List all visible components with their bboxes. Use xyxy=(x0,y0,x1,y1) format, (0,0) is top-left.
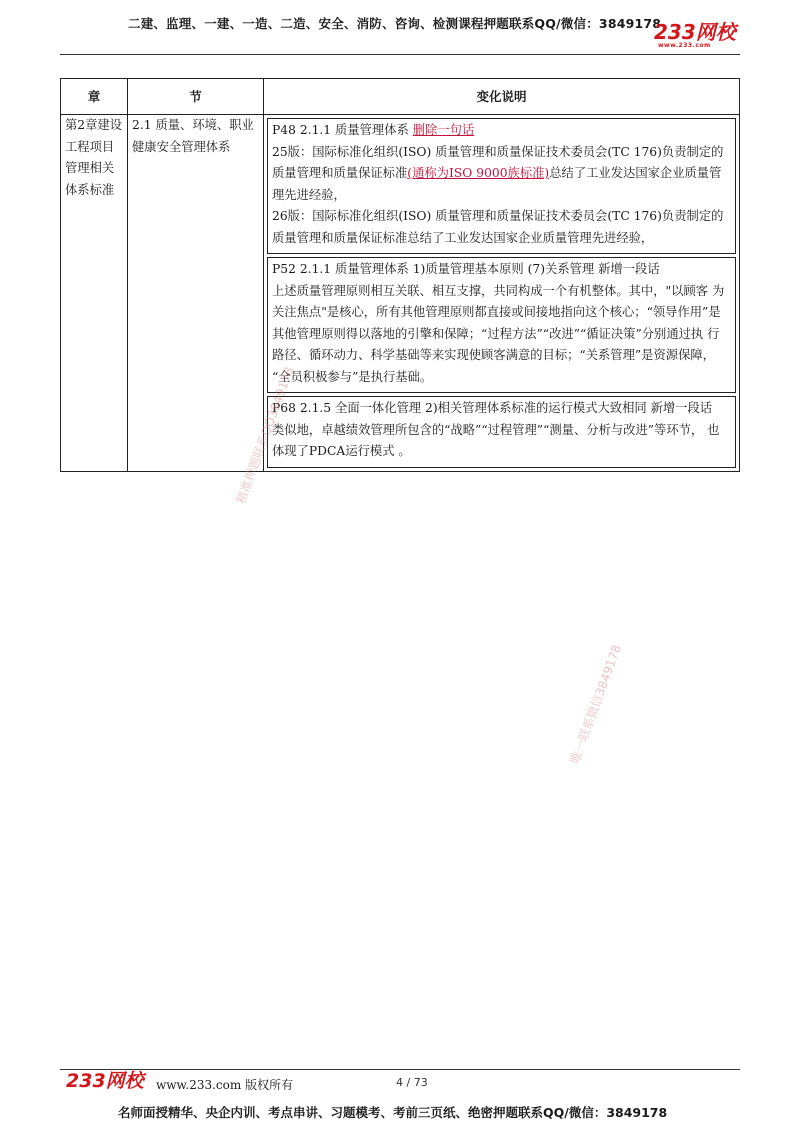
change-entry xyxy=(267,396,736,468)
header-divider xyxy=(60,54,740,55)
watermark: 精准押题联系QQ3849178 xyxy=(233,365,297,506)
version-25-text: 25版：国际标准化组织(ISO) 质量管理和质量保证技术委员会(TC 176)负责制定的质量管理和质量保证标准(通称为ISO 9000族标准)总结了工业发达国家企业质量管理先进经验， xyxy=(272,144,724,202)
chapter-cell: 第2章建设工程项目管理相关体系标准 xyxy=(61,115,128,472)
column-header-description: 变化说明 xyxy=(264,79,740,115)
column-header-section: 节 xyxy=(128,79,264,115)
section-cell: 2.1 质量、环境、职业健康安全管理体系 xyxy=(128,115,264,472)
brand-logo xyxy=(654,22,736,49)
brand-logo-url: www.233.com xyxy=(658,42,711,49)
column-header-chapter: 章 xyxy=(61,79,128,115)
footer-logo: 233网校 xyxy=(66,1070,144,1092)
brand-logo-text: 233网校 xyxy=(654,20,736,44)
change-entry xyxy=(267,257,736,393)
entry-body: 类似地，卓越绩效管理所包含的“战略”“过程管理”“测量、分析与改进”等环节， 也 体现了PDCA运行模式 。 xyxy=(272,422,720,458)
description-cell xyxy=(264,115,740,472)
watermark: 唯一联系微信3849178 xyxy=(567,642,624,766)
entry-heading: P52 2.1.1 质量管理体系 1)质量管理基本原则 (7)关系管理 新增一段话 xyxy=(272,262,660,276)
deleted-note: 删除一句话 xyxy=(412,123,475,137)
header-contact-text: 二建、监理、一建、一造、二造、安全、消防、咨询、检测课程押题联系QQ/微信：3849178 xyxy=(128,16,662,31)
table-row xyxy=(61,115,740,472)
footer-contact-text: 名师面授精华、央企内训、考点串讲、习题模考、考前三页纸、绝密押题联系QQ/微信：3849178 xyxy=(118,1105,668,1120)
footer-divider xyxy=(60,1069,740,1070)
changes-table xyxy=(60,78,740,472)
entry-heading: P68 2.1.5 全面一体化管理 2)相关管理体系标准的运行模式大致相同 新增一段话 xyxy=(272,401,713,415)
entry-body: 上述质量管理原则相互关联、相互支撑，共同构成一个有机整体。其中，"以顾客 为关注焦点"是核心，所有其他管理原则都直接或间接地指向这个核心；“领导作用”是其他管理原则得以落地的引擎和保障；“过程方法”“改进”“循证决策”分别通过执 行路径、循环动力、科学基础等来实现使顾客满意的目标；“关系管理”是资源保障， “全员积极参与”是执行基础。 xyxy=(272,283,725,384)
table-header-row xyxy=(61,79,740,115)
removed-phrase: (通称为ISO 9000族标准) xyxy=(407,166,550,180)
version-26-text: 26版：国际标准化组织(ISO) 质量管理和质量保证技术委员会(TC 176)负责制定的质量管理和质量保证标准总结了工业发达国家企业质量管理先进经验， xyxy=(272,209,724,245)
change-entry xyxy=(267,118,736,254)
entry-heading: P48 2.1.1 质量管理体系 删除一句话 xyxy=(272,123,475,137)
footer-copyright: www.233.com 版权所有 xyxy=(156,1078,294,1092)
page-number: 4 / 73 xyxy=(396,1076,428,1089)
